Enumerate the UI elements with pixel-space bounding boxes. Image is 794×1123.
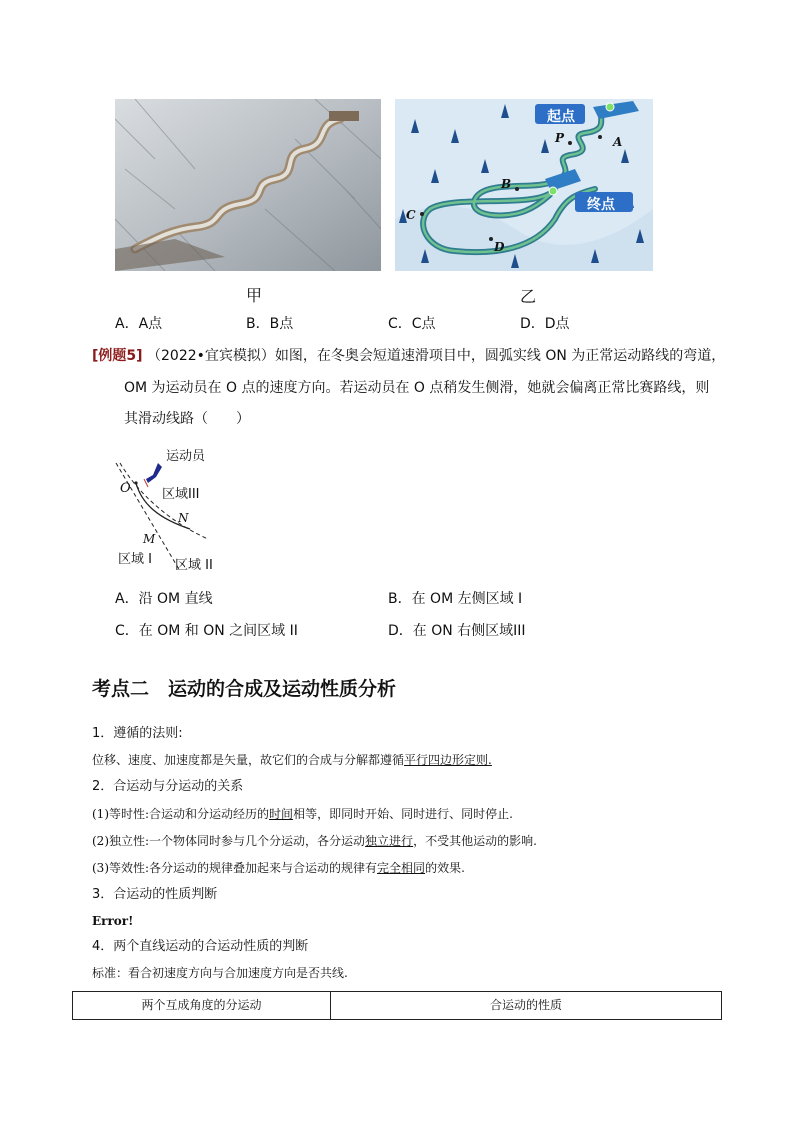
p2-a: (2)独立性:一个物体同时参与几个分运动，各分运动	[92, 834, 366, 848]
example5-text-1: （2022•宜宾模拟）如图，在冬奥会短道速滑项目中，圆弧实线 ON 为正常运动路线的弯道，	[147, 348, 726, 364]
example5-tag: [例题5]	[92, 348, 143, 364]
item3-title: 3．合运动的性质判断	[92, 887, 218, 902]
point-a-label: A	[613, 135, 623, 149]
label-o: O	[120, 481, 131, 496]
p3-a: (3)等效性:各分运动的规律叠加起来与合运动的规律有	[92, 861, 378, 875]
example5-option-c: C．在 OM 和 ON 之间区域 II	[115, 623, 298, 639]
point-b-label: B	[501, 177, 512, 191]
point-p-label: P	[555, 131, 565, 145]
example5-option-a: A．沿 OM 直线	[115, 591, 213, 607]
p3-b: 的效果.	[425, 861, 465, 875]
p1-a: (1)等时性:合运动和分运动经历的	[92, 807, 270, 821]
figure-photo-jia	[115, 99, 381, 271]
item1-text-underlined: 平行四边形定则	[404, 753, 489, 767]
criterion-text: 标准：看合初速度方向与合加速度方向是否共线.	[92, 966, 348, 980]
item4-title: 4．两个直线运动的合运动性质的判断	[92, 939, 309, 954]
table-header-cell: 两个互成角度的分运动	[73, 992, 331, 1020]
table-header-cell: 合运动的性质	[331, 992, 722, 1020]
example5-line1	[92, 347, 725, 365]
item2-p2	[92, 833, 537, 849]
q4-option-b: B．B点	[246, 316, 294, 332]
q4-option-a: A．A点	[115, 316, 163, 332]
item1-title: 1．遵循的法则:	[92, 726, 183, 741]
example5-line2: OM 为运动员在 O 点的速度方向。若运动员在 O 点稍发生侧滑，她就会偏离正常比赛路线，则	[124, 380, 710, 396]
label-zone3: 区域III	[162, 487, 200, 502]
p3-underlined: 完全相同	[377, 861, 426, 875]
p1-b: 相等，即同时开始、同时进行、同时停止.	[293, 807, 513, 821]
p2-b: ，不受其他运动的影响.	[413, 834, 537, 848]
track-map-illustration	[395, 99, 653, 271]
motion-properties-table	[72, 991, 722, 1020]
label-n: N	[178, 511, 189, 525]
point-c-label: C	[406, 208, 416, 222]
athlete-icon	[146, 463, 162, 483]
example5-option-d: D．在 ON 右侧区域III	[388, 623, 526, 639]
table-header-row	[73, 992, 722, 1020]
item1-text-a: 位移、速度、加速度都是矢量，故它们的合成与分解都遵循	[92, 753, 405, 767]
item1-text	[92, 752, 492, 768]
section-title: 考点二 运动的合成及运动性质分析	[92, 678, 397, 700]
item2-title: 2．合运动与分运动的关系	[92, 779, 244, 794]
item2-p3	[92, 860, 465, 876]
label-m: M	[143, 532, 156, 546]
item1-text-b: .	[488, 753, 492, 767]
example5-option-b: B．在 OM 左侧区域 I	[388, 591, 523, 607]
label-athlete: 运动员	[166, 449, 206, 464]
q4-option-c: C．C点	[388, 316, 436, 332]
q4-option-d: D．D点	[520, 316, 570, 332]
start-label: 起点	[547, 109, 575, 125]
caption-jia: 甲	[246, 286, 263, 305]
figure-map-yi	[395, 99, 653, 271]
example5-figure	[108, 443, 228, 578]
point-d-label: D	[494, 240, 505, 254]
error-text: Error!	[92, 914, 134, 928]
caption-yi: 乙	[520, 287, 537, 306]
end-label: 终点	[587, 197, 615, 213]
track-photo-illustration	[115, 99, 381, 271]
p2-underlined: 独立进行	[365, 834, 414, 848]
example5-line3: 其滑动线路（ ）	[124, 411, 250, 427]
item2-p1	[92, 806, 513, 822]
p1-underlined: 时间	[269, 807, 294, 821]
label-zone2: 区域 II	[175, 558, 213, 573]
label-zone1: 区域 I	[118, 552, 152, 567]
